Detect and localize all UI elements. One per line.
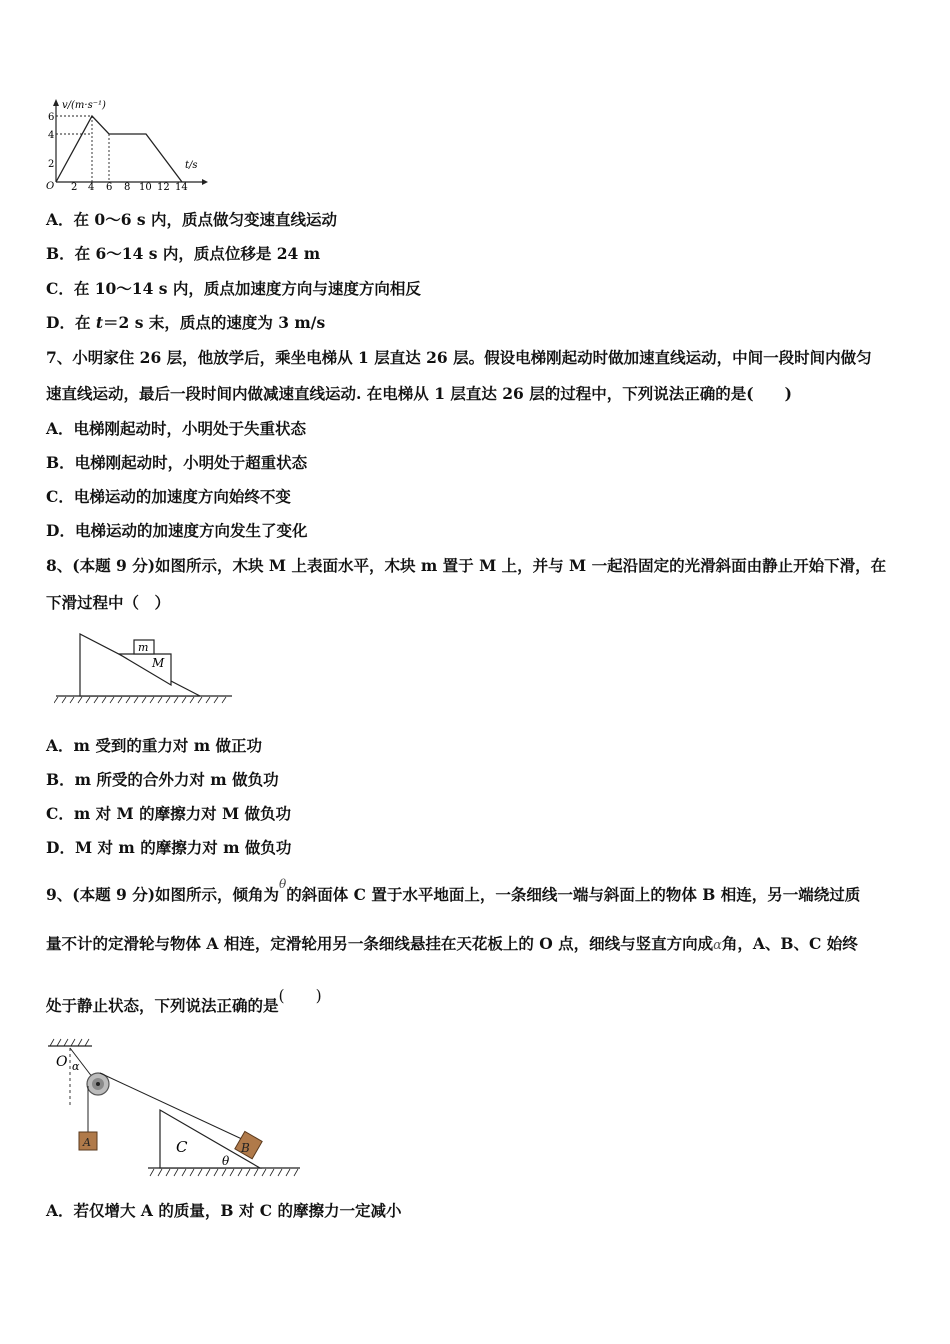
point-O-label: O [56, 1054, 68, 1070]
q9-stem-line1-a: 9、(本题 9 分)如图所示，倾角为 [46, 885, 280, 904]
x-axis-label: t/s [185, 160, 198, 171]
block-B-label: B [241, 1141, 250, 1155]
x-tick-8: 8 [124, 182, 131, 192]
q7-option-c[interactable]: C．电梯运动的加速度方向始终不变 [46, 487, 291, 506]
theta-symbol: θ [279, 877, 287, 891]
q6-option-c[interactable]: C．在 10～14 s 内，质点加速度方向与速度方向相反 [46, 279, 421, 298]
q9-option-a[interactable]: A．若仅增大 A 的质量，B 对 C 的摩擦力一定减小 [46, 1201, 402, 1220]
y-tick-4: 4 [48, 130, 55, 141]
origin-label: O [46, 181, 55, 192]
q7-stem-line2: 速直线运动，最后一段时间内做减速直线运动. 在电梯从 1 层直达 26 层的过程中，下列说法正确的是( ) [46, 384, 792, 403]
velocity-time-graph [42, 96, 212, 192]
q8-option-b[interactable]: B．m 所受的合外力对 m 做负功 [46, 770, 279, 789]
q6-option-a[interactable]: A．在 0～6 s 内，质点做匀变速直线运动 [46, 210, 338, 229]
x-tick-4: 4 [88, 182, 95, 192]
block-M-label: M [152, 656, 165, 670]
q6-option-b[interactable]: B．在 6～14 s 内，质点位移是 24 m [46, 244, 321, 263]
q9-stem-line3-text: 处于静止状态，下列说法正确的是 [46, 996, 279, 1015]
q8-option-d[interactable]: D．M 对 m 的摩擦力对 m 做负功 [46, 838, 292, 857]
y-tick-6: 6 [48, 112, 55, 123]
incline-blocks-figure [54, 630, 234, 706]
block-A-label: A [83, 1136, 91, 1149]
y-tick-2: 2 [48, 159, 55, 170]
q9-stem-line2-b: 角，A、B、C 始终 [721, 934, 858, 953]
q8-option-c[interactable]: C．m 对 M 的摩擦力对 M 做负功 [46, 804, 292, 823]
q9-stem-line1 [46, 877, 861, 906]
x-tick-6: 6 [106, 182, 113, 192]
q7-option-d[interactable]: D．电梯运动的加速度方向发生了变化 [46, 521, 308, 540]
q6-option-d[interactable] [46, 313, 325, 333]
pulley-incline-figure [44, 1036, 304, 1186]
q8-stem-line2: 下滑过程中（ ） [46, 593, 171, 612]
q7-stem-line1: 7、小明家住 26 层，他放学后，乘坐电梯从 1 层直达 26 层。假设电梯刚起动时做加速直线运动，中间一段时间内做匀 [46, 348, 872, 367]
q8-stem-line1: 8、(本题 9 分)如图所示，木块 M 上表面水平，木块 m 置于 M 上，并与 M 一起沿固定的光滑斜面由静止开始下滑，在 [46, 556, 887, 575]
q6-option-d-suffix: ＝2 s 末，质点的速度为 3 m/s [103, 313, 326, 332]
alpha-symbol: α [713, 938, 722, 953]
angle-alpha-label: α [72, 1060, 80, 1073]
block-m-label: m [138, 641, 149, 654]
q9-stem-line1-b: 的斜面体 C 置于水平地面上，一条细线一端与斜面上的物体 B 相连，另一端绕过质 [286, 885, 861, 904]
q6-option-d-variable: t [95, 313, 104, 332]
answer-parentheses: ( ) [278, 987, 322, 1005]
incline-theta-label: θ [222, 1154, 230, 1168]
velocity-curve [56, 116, 182, 182]
x-tick-14: 14 [175, 182, 188, 192]
q7-option-a[interactable]: A．电梯刚起动时，小明处于失重状态 [46, 419, 307, 438]
y-axis-label: v/(m·s⁻¹) [62, 100, 106, 111]
q9-stem-line2-a: 量不计的定滑轮与物体 A 相连，定滑轮用另一条细线悬挂在天花板上的 O 点，细线与竖直方向成 [46, 934, 714, 953]
x-tick-2: 2 [71, 182, 78, 192]
q7-option-b[interactable]: B．电梯刚起动时，小明处于超重状态 [46, 453, 308, 472]
x-tick-10: 10 [139, 182, 152, 192]
incline-C-label: C [176, 1138, 188, 1156]
q8-option-a[interactable]: A．m 受到的重力对 m 做正功 [46, 736, 263, 755]
x-tick-12: 12 [157, 182, 170, 192]
q9-stem-line2 [46, 934, 858, 956]
q9-stem-line3 [46, 987, 322, 1016]
q6-option-d-prefix: D．在 [46, 313, 96, 332]
